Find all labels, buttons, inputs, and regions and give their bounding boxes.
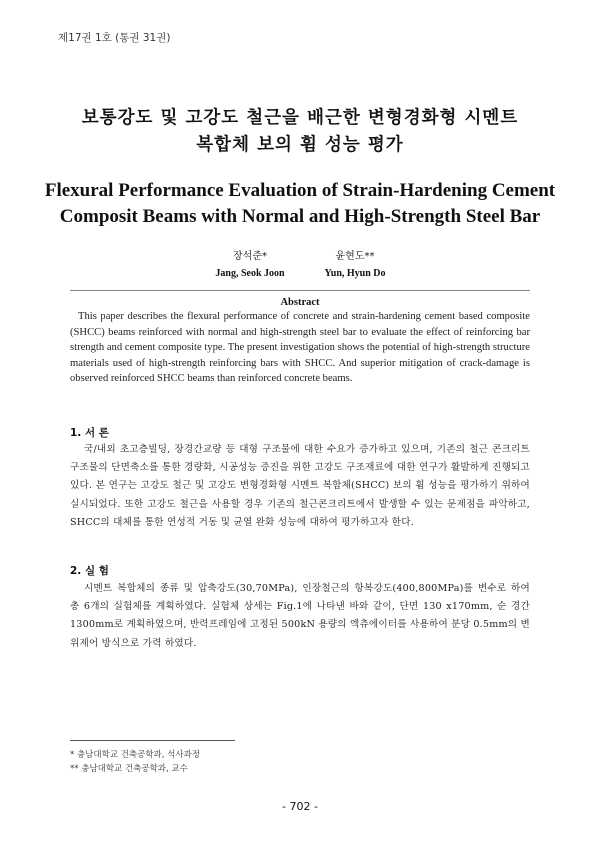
journal-issue-header: 제17권 1호 (통권 31권): [58, 32, 171, 44]
author-2-name-korean: 윤현도**: [335, 251, 375, 262]
author-1-name-korean: 장석준*: [233, 251, 267, 262]
abstract-text: This paper describes the flexural performance of concrete and strain-hardening cement based composite (SHCC) beams reinforced with normal and high-strength steel bar to evaluate the effect of reinforcing bar strength and cement composite type. The present investigation shows the potential of high-strength structure materials used of high-strength reinforcing bars with SHCC. And superior mitigation of crack-damage is observed reinforced SHCC beams than reinforced concrete beams.: [70, 311, 530, 385]
author-1-name-english: Jang, Seok Joon: [215, 268, 285, 279]
page-number: - 702 -: [282, 800, 318, 813]
english-title-line-1: Flexural Performance Evaluation of Strain-Hardening Cement: [44, 180, 556, 201]
section-1-title: 1. 서 론: [70, 427, 109, 439]
korean-title-line-1: 보통강도 및 고강도 철근을 배근한 변형경화형 시멘트: [81, 108, 519, 128]
english-title-line-2: Composit Beams with Normal and High-Strength Steel Bar: [59, 206, 541, 227]
section-1-body: 국/내외 초고층빌딩, 장경간교량 등 대형 구조물에 대한 수요가 증가하고 있으며, 기존의 철근 콘크리트 구조물의 단면축소를 통한 경량화, 시공성능 증진을 위한 고강도 구조재료에 대한 연구가 활발하게 진행되고 있다. 본 연구는 고강도 철근 및 고강도 변형경화형 시멘트 복합체(SHCC) 보의 휨 성능을 평가하기 위하여 실시되었다. 또한 고강도 철근을 사용할 경우 기존의 철근콘크리트에서 발생할 수 있는 문제점을 파악하고, SHCC의 대체를 통한 연성적 거동 및 균열 완화 성능에 대하여 평가하고자 한다.: [70, 444, 530, 528]
author-1: [195, 247, 305, 279]
abstract-divider: [70, 290, 530, 291]
author-2: [300, 247, 410, 279]
section-2-title: 2. 실 험: [70, 565, 109, 577]
footnote-1: * 충남대학교 건축공학과, 석사과정: [70, 750, 201, 760]
korean-title-line-2: 복합체 보의 휨 성능 평가: [196, 135, 404, 155]
footnote-2: ** 충남대학교 건축공학과, 교수: [70, 764, 188, 774]
footnote-divider: [70, 740, 235, 741]
section-2-body: 시멘트 복합체의 종류 및 압축강도(30,70MPa), 인장철근의 항복강도(400,800MPa)를 변수로 하여 총 6개의 실험체를 계획하였다. 실험체 상세는 Fig.1에 나타낸 바와 같이, 단면 130 x170mm, 순 경간 1300mm로 계획하였으며, 반력프레임에 고정된 500kN 용량의 엑츄에이터를 사용하여 분당 0.5mm의 변위제어 방식으로 가력 하였다.: [70, 583, 530, 649]
abstract-heading: Abstract: [280, 297, 320, 308]
author-2-name-english: Yun, Hyun Do: [324, 268, 386, 279]
